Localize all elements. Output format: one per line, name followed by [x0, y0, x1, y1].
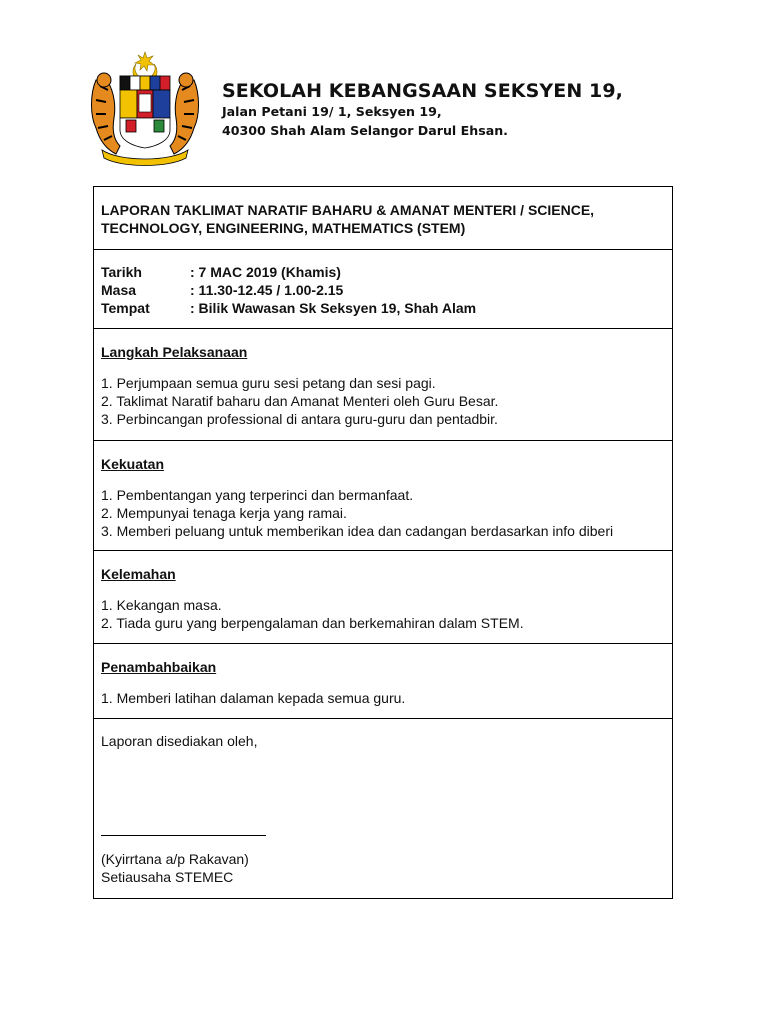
list-item: 1. Memberi latihan dalaman kepada semua guru.	[101, 690, 406, 706]
report-info-section	[94, 250, 672, 329]
list-item: 3. Memberi peluang untuk memberikan idea dan cadangan berdasarkan info diberi	[101, 523, 614, 539]
info-row-venue	[101, 300, 476, 316]
list-item: 1. Perjumpaan semua guru sesi petang dan sesi pagi.	[101, 375, 436, 391]
info-label: Tarikh	[101, 264, 142, 280]
list-item: 1. Kekangan masa.	[101, 597, 222, 613]
list-item: 3. Perbincangan professional di antara guru-guru dan pentadbir.	[101, 411, 498, 427]
section-items	[101, 486, 613, 540]
section-items	[101, 596, 524, 632]
section-items	[101, 689, 405, 707]
signatory-position: Setiausaha STEMEC	[101, 869, 234, 885]
coat-of-arms-icon	[86, 50, 204, 170]
section-kelemahan	[94, 551, 672, 644]
school-name: SEKOLAH KEBANGSAAN SEKSYEN 19,	[222, 80, 623, 102]
info-row-date	[101, 264, 341, 280]
section-penambahbaikan	[94, 644, 672, 719]
list-item: 2. Taklimat Naratif baharu dan Amanat Menteri oleh Guru Besar.	[101, 393, 499, 409]
section-heading: Kekuatan	[101, 456, 165, 472]
prepared-by-label: Laporan disediakan oleh,	[101, 733, 258, 749]
section-items	[101, 374, 498, 428]
signature-section	[94, 719, 672, 900]
list-item: 1. Pembentangan yang terperinci dan bermanfaat.	[101, 487, 414, 503]
report-title-section	[94, 187, 672, 250]
address-line-2: 40300 Shah Alam Selangor Darul Ehsan.	[222, 123, 508, 138]
report-table	[93, 186, 673, 899]
signatory-name: (Kyirrtana a/p Rakavan)	[101, 851, 249, 867]
address-line-1: Jalan Petani 19/ 1, Seksyen 19,	[222, 104, 442, 119]
list-item: 2. Mempunyai tenaga kerja yang ramai.	[101, 505, 347, 521]
section-heading: Penambahbaikan	[101, 659, 217, 675]
info-label: Masa	[101, 282, 137, 298]
info-value: : 11.30-12.45 / 1.00-2.15	[190, 282, 344, 298]
list-item: 2. Tiada guru yang berpengalaman dan berkemahiran dalam STEM.	[101, 615, 524, 631]
info-label: Tempat	[101, 300, 150, 316]
signature-line	[101, 835, 266, 836]
info-value: : Bilik Wawasan Sk Seksyen 19, Shah Alam	[190, 300, 477, 316]
section-heading: Langkah Pelaksanaan	[101, 344, 248, 360]
info-value: : 7 MAC 2019 (Khamis)	[190, 264, 341, 280]
report-title: LAPORAN TAKLIMAT NARATIF BAHARU & AMANAT MENTERI / SCIENCE, TECHNOLOGY, ENGINEERING, MATHEMATICS (STEM)	[101, 202, 595, 236]
section-kekuatan	[94, 441, 672, 551]
info-row-time	[101, 282, 343, 298]
section-langkah-pelaksanaan	[94, 329, 672, 441]
section-heading: Kelemahan	[101, 566, 176, 582]
